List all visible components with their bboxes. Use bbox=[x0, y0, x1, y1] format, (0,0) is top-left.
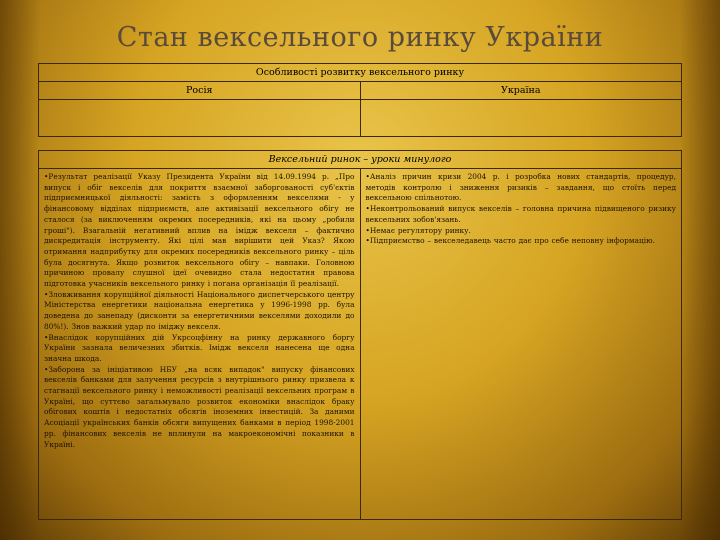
background-vignette-right bbox=[680, 0, 720, 540]
lessons-right-text bbox=[361, 169, 682, 247]
column-ukraine: Україна bbox=[360, 82, 682, 100]
features-table-empty-row bbox=[39, 100, 682, 137]
lessons-left-text bbox=[39, 169, 360, 450]
lessons-left-paragraph: •Результат реалізації Указу Президента України від 14.09.1994 р. „Про випуск і обіг векселів для покриття взаємної заборгованості суб'єктів підприємницької діяльності: замість з оформленням векселями - у фінансовому відділах підприємств, але активізації вексельного обігу не сталося (за виключенням окремих посередників, які на цьому „робили гроші"). Взагальній негативний вплив на імідж векселя – фактично дискредитація інструменту. Які цілі мав вирішити цей Указ? Якою отримання надприбутку для окремих посередників вексельного ринку – ціль була досягнута. Якщо розвиток вексельного обігу – навпаки. Головною причиною провалу слушної ідеї очевидно стала недостатня правова підготовка учасників вексельного ринку і погана організація її реалізації. bbox=[44, 172, 355, 289]
lessons-table-body-row bbox=[39, 169, 682, 520]
lessons-right-paragraph: •Аналіз причин кризи 2004 р. і розробка нових стандартів, процедур, методів контролю і зниження ризиків – завдання, що стоїть перед вексельною спільнотою. bbox=[365, 172, 676, 203]
lessons-table-header-row bbox=[39, 151, 682, 169]
lessons-right-paragraph: •Немає регулятору ринку. bbox=[365, 225, 471, 235]
lessons-left-paragraph: •Зловживання корупційної діяльності Національного диспетчерського центру Міністерства енергетики національна енергетика у 1996-1998 рр. була доведена до занепаду (дисконти за енергетичними векселями доходили до 80%!). Знов важкий удар по іміджу векселя. bbox=[44, 289, 355, 331]
features-table-heading: Особливості розвитку вексельного ринку bbox=[39, 64, 682, 82]
lessons-table-heading: Вексельний ринок – уроки минулого bbox=[39, 151, 682, 169]
features-table-empty-cell-right bbox=[360, 100, 682, 137]
background-vignette-left bbox=[0, 0, 40, 540]
lessons-right-cell bbox=[360, 169, 682, 520]
features-table-empty-cell-left bbox=[39, 100, 361, 137]
slide-title: Стан вексельного ринку України bbox=[116, 22, 604, 53]
lessons-left-cell bbox=[39, 169, 361, 520]
features-table-columns-row bbox=[39, 82, 682, 100]
column-russia: Росія bbox=[39, 82, 361, 100]
lessons-left-paragraph: •Заборона за ініціативою НБУ „на всяк випадок" випуску фінансових векселів банками для залучення ресурсів з внутрішнього ринку призвела к стагнації вексельного ринку і неможливості реалізації вексельних програм в Україні, що суттєво загальмувало розвиток економіки внаслідок браку обігових коштів і недостатніх обсягів іноземних інвестицій. За даними Асоціації українських банків обсяги випущених банками в період 1998-2001 рр. фінансових векселів не вплинули на макроекономічні показники в Україні. bbox=[44, 364, 355, 449]
features-table-header-row bbox=[39, 64, 682, 82]
lessons-right-paragraph: •Підприємство – векселедавець часто дає про себе неповну інформацію. bbox=[365, 236, 655, 246]
lessons-right-paragraph: •Неконтрольований випуск векселів – головна причина підвищеного ризику вексельних зобов'язань. bbox=[365, 204, 676, 224]
features-table bbox=[38, 63, 682, 137]
lessons-table bbox=[38, 150, 682, 520]
lessons-left-paragraph: •Внаслідок корупційних дій Укрсоцфінну на ринку державного боргу України зазнала величезних збитків. Імідж векселя нанесена ще одна значна шкода. bbox=[44, 332, 355, 363]
